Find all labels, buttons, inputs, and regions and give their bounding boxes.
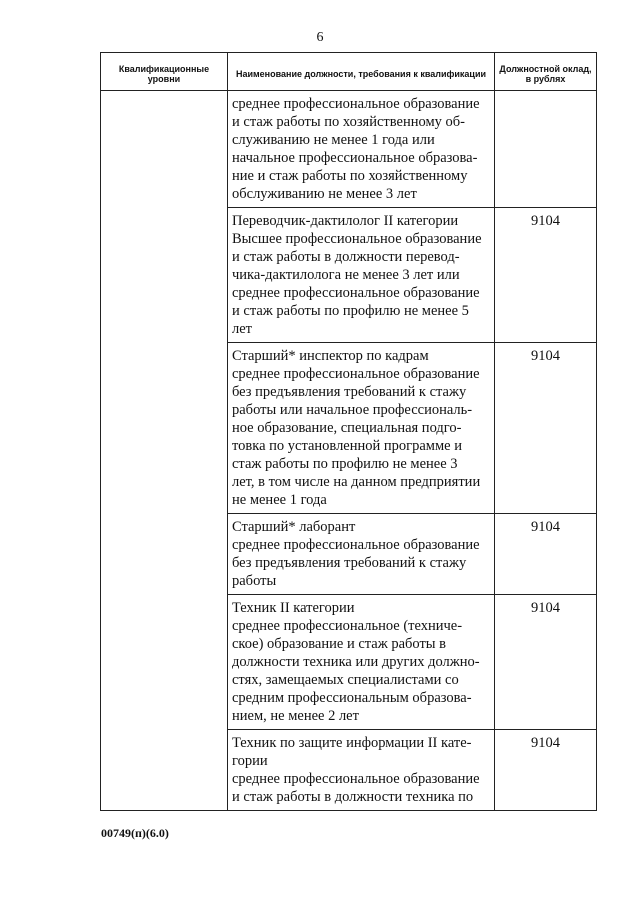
salary-cell: 9104 bbox=[495, 514, 597, 595]
description-line: не менее 1 года bbox=[232, 492, 327, 508]
page-number: 6 bbox=[316, 30, 324, 45]
position-description-cell bbox=[228, 730, 495, 811]
description-line: нием, не менее 2 лет bbox=[232, 708, 359, 724]
description-line: ное образование, специальная подго- bbox=[232, 420, 462, 436]
table-header-row bbox=[101, 53, 597, 91]
description-line: и стаж работы в должности техника по bbox=[232, 789, 474, 805]
position-description-cell bbox=[228, 595, 495, 730]
position-description-cell bbox=[228, 208, 495, 343]
salary-cell: 9104 bbox=[495, 595, 597, 730]
salary-cell: 9104 bbox=[495, 343, 597, 514]
description-line: Старший* лаборант bbox=[232, 519, 356, 535]
description-line: стаж работы по профилю не менее 3 bbox=[232, 456, 458, 472]
description-line: среднее профессиональное образование bbox=[232, 771, 480, 787]
description-line: и стаж работы по профилю не менее 5 bbox=[232, 303, 469, 319]
qualification-table-container bbox=[100, 52, 596, 811]
description-line: лет, в том числе на данном предприятии bbox=[232, 474, 481, 490]
position-description-cell bbox=[228, 91, 495, 208]
header-salary: Должностной оклад, в рублях bbox=[495, 53, 597, 91]
description-line: ние и стаж работы по хозяйственному bbox=[232, 168, 468, 184]
description-line: лет bbox=[232, 321, 253, 337]
description-line: и стаж работы в должности перевод- bbox=[232, 249, 460, 265]
description-line: стях, замещаемых специалистами со bbox=[232, 672, 459, 688]
description-line: работы bbox=[232, 573, 277, 589]
description-line: обслуживанию не менее 3 лет bbox=[232, 186, 417, 202]
description-line: товка по установленной программе и bbox=[232, 438, 462, 454]
description-line: среднее профессиональное образование bbox=[232, 96, 480, 112]
description-line: среднее профессиональное образование bbox=[232, 285, 480, 301]
description-line: Техник II категории bbox=[232, 600, 355, 616]
description-line: гории bbox=[232, 753, 268, 769]
qualification-table bbox=[100, 52, 597, 811]
description-line: должности техника или других должно- bbox=[232, 654, 480, 670]
description-line: среднее профессиональное образование bbox=[232, 537, 480, 553]
header-qualification-levels: Квалификационные уровни bbox=[101, 53, 228, 91]
description-line: начальное профессиональное образова- bbox=[232, 150, 478, 166]
description-line: без предъявления требований к стажу bbox=[232, 555, 467, 571]
description-line: Старший* инспектор по кадрам bbox=[232, 348, 429, 364]
description-line: и стаж работы по хозяйственному об- bbox=[232, 114, 465, 130]
description-line: служиванию не менее 1 года или bbox=[232, 132, 435, 148]
description-line: ское) образование и стаж работы в bbox=[232, 636, 447, 652]
description-line: среднее профессиональное (техниче- bbox=[232, 618, 463, 634]
salary-cell bbox=[495, 91, 597, 208]
salary-cell: 9104 bbox=[495, 730, 597, 811]
description-line: чика-дактилолога не менее 3 лет или bbox=[232, 267, 460, 283]
description-line: без предъявления требований к стажу bbox=[232, 384, 467, 400]
header-position-requirements: Наименование должности, требования к квалификации bbox=[228, 53, 495, 91]
description-line: средним профессиональным образова- bbox=[232, 690, 472, 706]
salary-cell: 9104 bbox=[495, 208, 597, 343]
description-line: Высшее профессиональное образование bbox=[232, 231, 482, 247]
description-line: среднее профессиональное образование bbox=[232, 366, 480, 382]
table-row bbox=[101, 91, 597, 208]
document-code: 00749(п)(6.0) bbox=[101, 826, 169, 840]
position-description-cell bbox=[228, 343, 495, 514]
description-line: Техник по защите информации II кате- bbox=[232, 735, 472, 751]
description-line: работы или начальное профессиональ- bbox=[232, 402, 473, 418]
description-line: Переводчик-дактилолог II категории bbox=[232, 213, 459, 229]
qualification-level-cell bbox=[101, 91, 228, 811]
position-description-cell bbox=[228, 514, 495, 595]
